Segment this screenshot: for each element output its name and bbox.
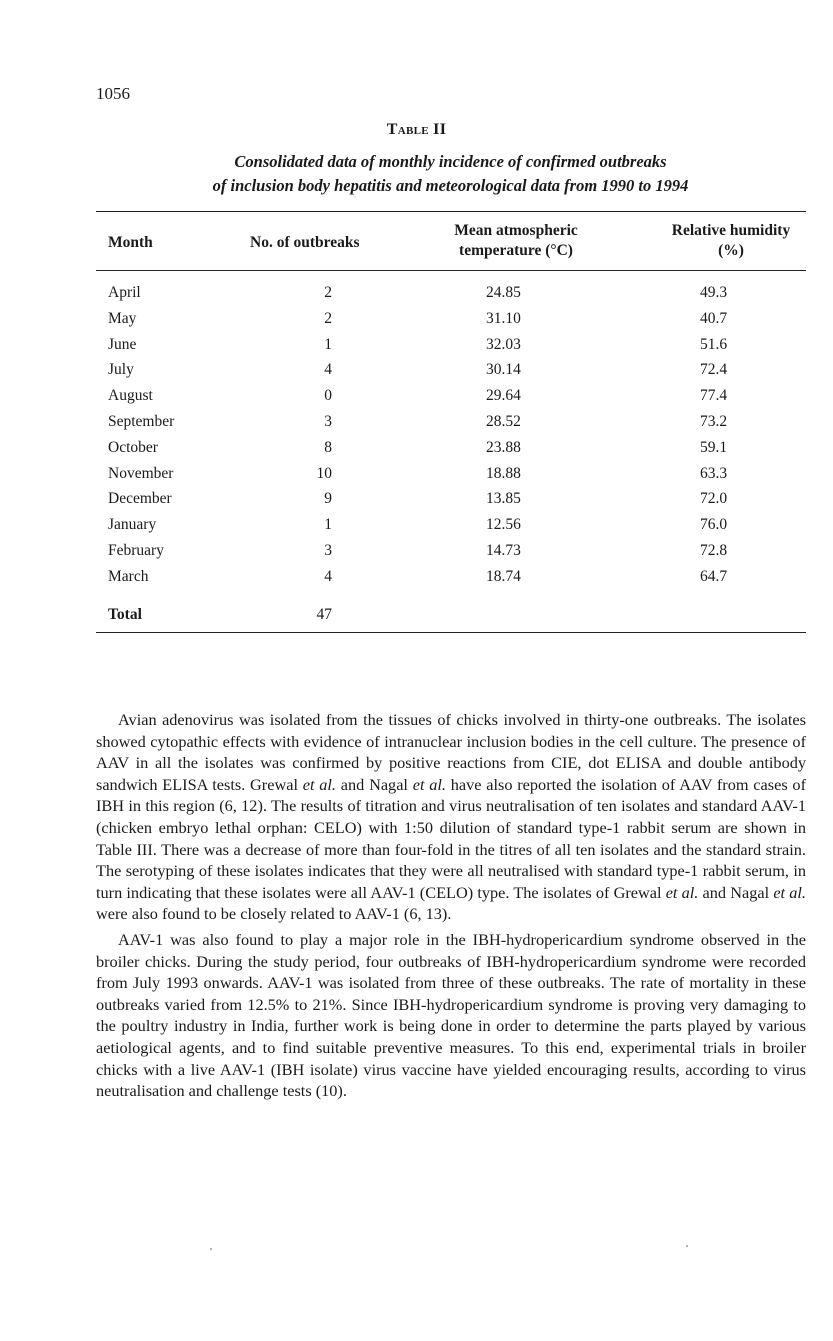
cell-outbreaks: 4: [324, 567, 332, 585]
cell-month: April: [108, 284, 141, 301]
cell-outbreaks: 2: [324, 284, 332, 301]
cell-humidity: 72.0: [700, 490, 728, 508]
cell-humidity: 73.2: [700, 412, 728, 430]
cell-humidity: 72.4: [700, 361, 728, 379]
header-outbreaks: No. of outbreaks: [250, 234, 360, 251]
cell-month: March: [108, 567, 149, 585]
text-run: and Nagal: [336, 774, 413, 794]
scan-speck: [210, 1248, 212, 1250]
cell-temperature: 18.74: [486, 567, 521, 585]
cell-month: October: [108, 438, 158, 456]
table-top-rule: [96, 211, 806, 212]
cell-outbreaks: 1: [324, 335, 332, 353]
table-row: [96, 487, 806, 513]
cell-month: December: [108, 490, 172, 508]
cell-month: June: [108, 335, 137, 353]
cell-temperature: 14.73: [486, 541, 521, 559]
cell-month: May: [108, 309, 137, 327]
cell-humidity: 64.7: [700, 567, 728, 585]
cell-temperature: 13.85: [486, 490, 521, 508]
table-header: [96, 220, 806, 266]
cell-outbreaks: 0: [324, 387, 332, 405]
header-humidity-line-1: Relative humidity: [671, 222, 791, 239]
cell-month: July: [108, 361, 134, 379]
cell-outbreaks: 3: [324, 412, 332, 430]
caption-line-2: of inclusion body hepatitis and meteorological data from 1990 to 1994: [212, 176, 689, 195]
cell-month: February: [108, 541, 164, 559]
italic-text: et al.: [302, 774, 337, 794]
cell-outbreaks: 2: [324, 309, 332, 327]
cell-humidity: 72.8: [700, 541, 728, 559]
table-row: [96, 410, 806, 436]
cell-humidity: 59.1: [700, 438, 728, 456]
total-outbreaks: 47: [316, 606, 332, 623]
paragraph: [96, 709, 806, 925]
caption-line-1: Consolidated data of monthly incidence of confirmed outbreaks: [234, 152, 667, 171]
text-run: AAV-1 was also found to play a major role in the IBH-hydropericardium syndrome observed in the broiler chicks. During the study period, four outbreaks of IBH-hydropericardium syndrome were recorded from July 1993 onwards. AAV-1 was isolated from three of these outbreaks. The rate of mortality in these outbreaks varied from 12.5% to 21%. Since IBH-hydropericardium syndrome is proving very damaging to the poultry industry in India, further work is being done in order to determine the parts played by various aetiological agents, and to find suitable preventive measures. To this end, experimental trials in broiler chicks with a live AAV-1 (IBH isolate) virus vaccine have yielded encouraging results, according to virus neutralisation and challenge tests (10).: [96, 929, 806, 1101]
cell-humidity: 49.3: [700, 284, 728, 301]
cell-temperature: 29.64: [486, 387, 521, 405]
header-humidity-line-2: (%): [718, 242, 744, 259]
cell-month: August: [108, 387, 153, 405]
cell-outbreaks: 4: [324, 361, 332, 379]
table-row: [96, 565, 806, 591]
table-row: [96, 384, 806, 410]
page-number: 1056: [96, 84, 130, 103]
cell-outbreaks: 10: [316, 464, 332, 482]
body-text: [96, 709, 806, 1106]
paragraph: [96, 929, 806, 1102]
table-row: [96, 513, 806, 539]
cell-temperature: 32.03: [486, 335, 521, 353]
cell-outbreaks: 9: [324, 490, 332, 508]
text-run: were also found to be closely related to AAV-1 (6, 13).: [96, 904, 452, 924]
cell-month: November: [108, 464, 174, 482]
italic-text: et al.: [773, 882, 806, 902]
table-row: [96, 462, 806, 488]
cell-temperature: 31.10: [486, 309, 521, 327]
cell-temperature: 23.88: [486, 438, 521, 456]
scan-speck: [686, 1245, 688, 1247]
total-label: Total: [108, 606, 142, 623]
table-row: [96, 281, 806, 307]
cell-temperature: 30.14: [486, 361, 521, 379]
cell-temperature: 24.85: [486, 284, 521, 301]
cell-temperature: 28.52: [486, 412, 521, 430]
table-label: Table II: [386, 121, 447, 138]
table-bottom-rule: [96, 632, 806, 633]
header-month: Month: [108, 234, 153, 251]
cell-temperature: 12.56: [486, 516, 521, 534]
text-run: Avian adenovirus was isolated from the tissues of chicks involved in thirty-one outbreaks. The isolates showed cytopathic effects with evidence of intranuclear inclusion bodies in the cell culture. The presence of AAV in all the isolates was confirmed by positive reactions from CIE, dot ELISA and double antibody sandwich ELISA tests. Grewal: [96, 710, 806, 794]
text-run: have also reported the isolation of AAV from cases of IBH in this region (6, 12). The results of titration and virus neutralisation of ten isolates and standard AAV-1 (chicken embryo lethal orphan: CELO) with 1:50 dilution of standard type-1 rabbit serum are shown in Table III. There was a decrease of more than four-fold in the titres of all ten isolates and the standard strain. The serotyping of these isolates indicates that they were all neutralised with standard type-1 rabbit serum, in turn indicating that these isolates were all AAV-1 (CELO) type. The isolates of Grewal: [96, 774, 806, 902]
table-row: [96, 307, 806, 333]
cell-outbreaks: 8: [324, 438, 332, 456]
cell-month: September: [108, 412, 175, 430]
cell-humidity: 40.7: [700, 309, 728, 327]
table-row: [96, 539, 806, 565]
cell-temperature: 18.88: [486, 464, 521, 482]
cell-humidity: 63.3: [700, 464, 728, 482]
table-header-rule: [96, 270, 806, 271]
table-row: [96, 358, 806, 384]
cell-outbreaks: 3: [324, 541, 332, 559]
cell-humidity: 77.4: [700, 387, 728, 405]
italic-text: et al.: [665, 882, 699, 902]
table-row: [96, 436, 806, 462]
cell-outbreaks: 1: [324, 516, 332, 534]
cell-humidity: 51.6: [700, 335, 728, 353]
text-run: and Nagal: [698, 882, 774, 902]
header-humidity: [656, 221, 806, 261]
header-temperature: [416, 221, 616, 261]
header-temperature-line-1: Mean atmospheric: [454, 222, 578, 239]
cell-humidity: 76.0: [700, 516, 728, 534]
table-body: [96, 281, 806, 591]
table-row: [96, 333, 806, 359]
header-temperature-line-2: temperature (°C): [459, 242, 573, 259]
table-caption: [96, 150, 805, 198]
italic-text: et al.: [412, 774, 446, 794]
cell-month: January: [108, 516, 157, 534]
